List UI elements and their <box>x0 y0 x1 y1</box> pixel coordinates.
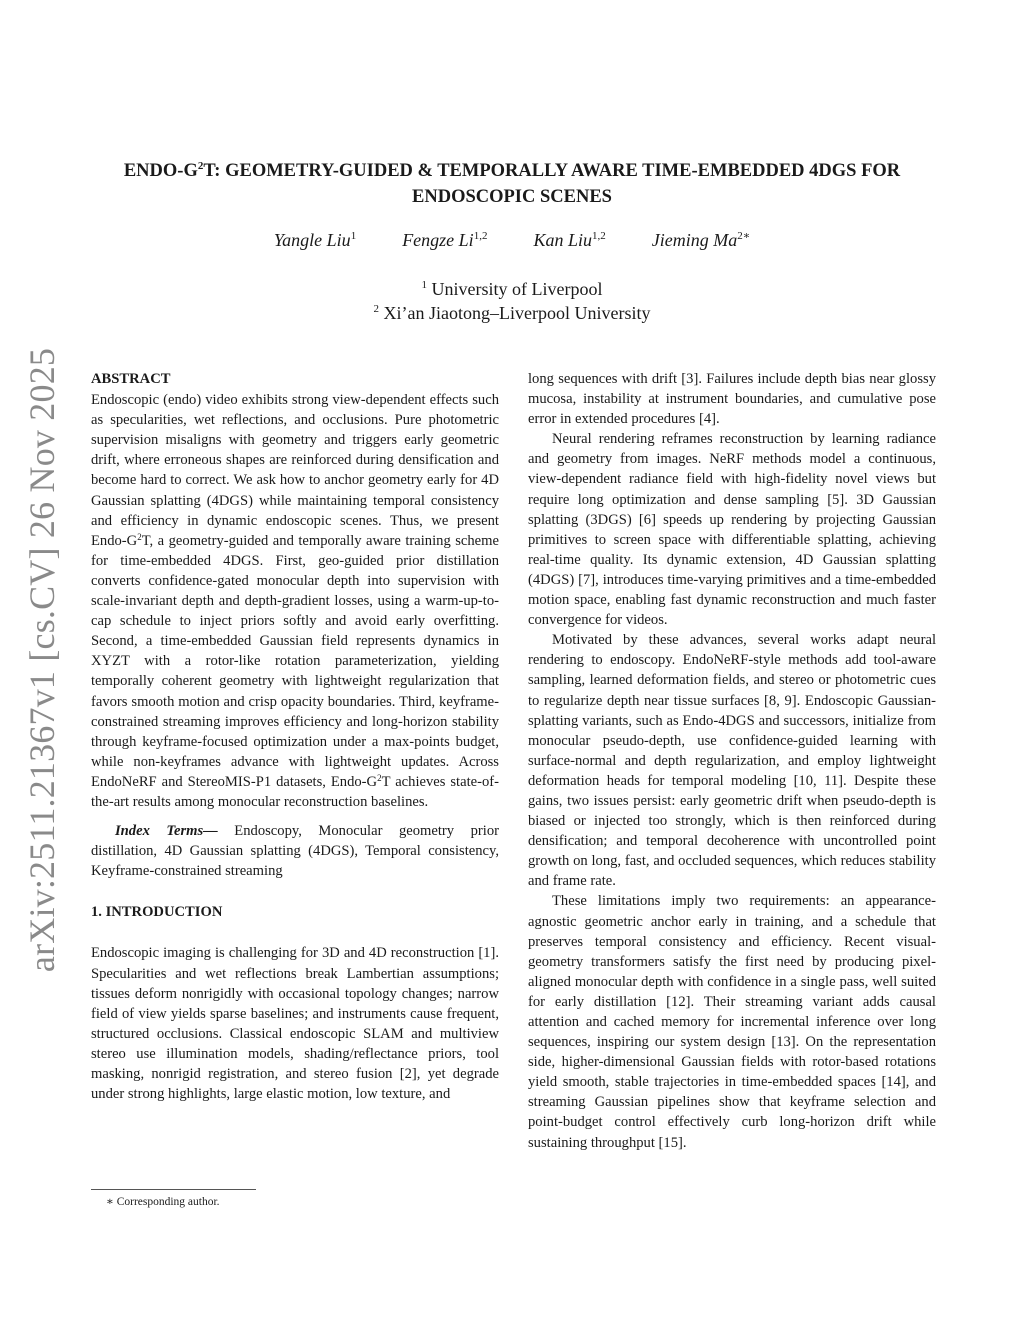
index-terms-label: Index Terms— <box>115 823 218 840</box>
index-terms: Index Terms— Endoscopy, Monocular geometry prior distillation, 4D Gaussian splatting (4DGS), Temporal consistency, Keyframe-constrained streaming <box>91 823 499 880</box>
paper-title <box>60 158 964 210</box>
author: Fengze Li$^{1,2}$ <box>402 230 488 250</box>
abstract-body: Endoscopic (endo) video exhibits strong view-dependent effects such as specularities, wet reflections, and occlusions. Pure photometric supervision misaligns with geometry and triggers early geometric drift, where erroneous shapes are reinforced during densification and become hard to correct. We ask how to anchor geometry early for 4D Gaussian splatting (4DGS) while maintaining temporal consistency and efficiency in dynamic endoscopic scenes. Thus, we present Endo-$G^2T$, a geometry-guided and temporally aware training scheme for time-embedded 4DGS. First, geo-guided prior distillation converts confidence-gated monocular depth into supervision with scale-invariant depth and depth-gradient losses, using a warm-up-to-cap schedule to inject priors softly and avoid early overfitting. Second, a time-embedded Gaussian field represents dynamics in XYZT with a rotor-like rotation parameterization, yielding temporally coherent geometry with lightweight regularization that favors smooth motion and crisp opacity boundaries. Third, keyframe-constrained streaming improves efficiency and long-horizon stability through keyframe-focused optimization under a max-points budget, while non-keyframes advance with lightweight updates. Across EndoNeRF and StereoMIS-P1 datasets, Endo-$G^2T$ achieves state-of-the-art results among monocular reconstruction baselines. <box>91 392 499 810</box>
author: Kan Liu$^{1,2}$ <box>533 230 606 250</box>
affiliation: $^2$ Xi’an Jiaotong–Liverpool University <box>373 303 651 323</box>
affiliation: $^1$ University of Liverpool <box>421 279 603 299</box>
intro-paragraph: Motivated by these advances, several works adapt neural rendering to endoscopy. EndoNeRF-style methods add tool-aware sampling, learned deformation fields, and stereo or photometric cues to regularize depth near tissue surfaces [8, 9]. Endoscopic Gaussian-splatting variants, such as Endo-4DGS and successors, initialize from monocular pseudo-depth, use confidence-guided learning with surface-normal and depth regularization, and employ lightweight deformation heads for temporal modeling [10, 11]. Despite these gains, two issues persist: early geometric drift when pseudo-depth is biased or injected too strongly, which is then reinforced during densification; and temporal decoherence with uncontrolled point growth on long, fast, and occluded sequences, which reduces stability and frame rate. <box>528 632 936 890</box>
footnote-rule <box>91 1189 256 1190</box>
introduction-heading: 1. INTRODUCTION <box>91 904 223 921</box>
author-list <box>60 230 964 251</box>
intro-paragraph-continued: long sequences with drift [3]. Failures include depth bias near glossy mucosa, instability at instrument boundaries, and cumulative pose error in extended procedures [4]. <box>528 371 936 428</box>
right-column <box>528 369 936 1153</box>
affiliations <box>60 277 964 325</box>
title-superscript: 2 <box>197 160 204 172</box>
footnote: ∗ Corresponding author. <box>106 1196 220 1208</box>
title-part2: T: GEOMETRY-GUIDED & TEMPORALLY AWARE TIME-EMBEDDED 4DGS FOR <box>203 161 901 181</box>
author: Jieming $Ma^{2∗}$ <box>651 230 751 250</box>
arxiv-identifier: arXiv:2511.21367v1 [cs.CV] 26 Nov 2025 <box>22 347 62 973</box>
intro-paragraph: Neural rendering reframes reconstruction by learning radiance and geometry from images. NeRF methods model a continuous, view-dependent radiance field with high-fidelity novel views but require long optimization and dense sampling [5]. 3D Gaussian splatting (3DGS) [6] speeds up rendering by projecting Gaussian primitives to screen space with differentiable splatting, achieving real-time quality. Its dynamic extension, 4D Gaussian splatting (4DGS) [7], introduces time-varying primitives and a time-embedded motion space, enabling fast dynamic reconstruction and much faster convergence for videos. <box>528 431 936 629</box>
author: Yangle Liu$^1$ <box>273 230 357 250</box>
abstract-heading: ABSTRACT <box>91 371 171 387</box>
title-part1: ENDO-G <box>123 161 198 181</box>
title-line2: ENDOSCOPIC SCENES <box>412 187 612 207</box>
intro-paragraph: Endoscopic imaging is challenging for 3D and 4D reconstruction [1]. Specularities and wet reflections break Lambertian assumptions; tissues deform nonrigidly with occasional topology changes; narrow field of view yields sparse baselines; and instruments cause frequent, structured occlusions. Classical endoscopic SLAM and multiview stereo use illumination models, shading/reflectance priors, tool masking, nonrigid registration, and stereo fusion [2], yet degrade under strong highlights, large elastic motion, low texture, and <box>91 945 499 1103</box>
intro-paragraph: These limitations imply two requirements: an appearance-agnostic geometric anchor early in training, and a schedule that preserves temporal consistency and efficiency. Recent visual-geometry transformers satisfy the first need by producing pixel-aligned monocular depth with confidence in a single pass, well suited for early distillation [12]. Their streaming variant adds causal attention and cached memory for incremental inference over long sequences, inspiring our system design [13]. On the representation side, higher-dimensional Gaussian fields with rotor-based rotations yield smooth, stable trajectories in time-embedded spaces [14], and streaming Gaussian pipelines show that keyframe selection and point-budget control effectively curb long-horizon drift while sustaining throughput [15]. <box>528 893 936 1151</box>
left-column <box>91 369 499 1104</box>
